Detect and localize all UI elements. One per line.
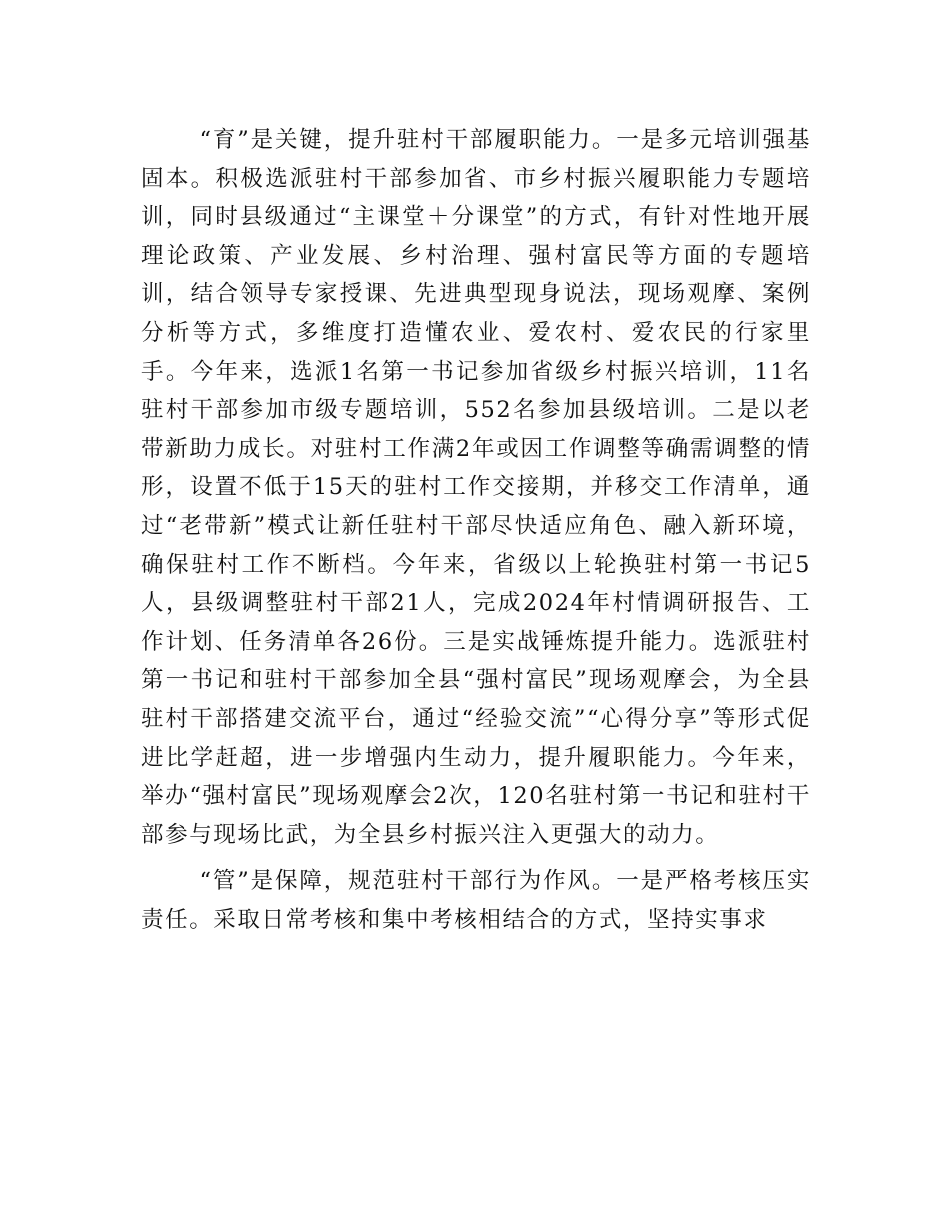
paragraph-manage: “管”是保障，规范驻村干部行为作风。一是严格考核压实责任。采取日常考核和集中考核相结合的方式，坚持实事求 (141, 868, 811, 933)
document-body (141, 121, 811, 939)
paragraph-cultivate: “育”是关键，提升驻村干部履职能力。一是多元培训强基固本。积极选派驻村干部参加省、市乡村振兴履职能力专题培训，同时县级通过“主课堂＋分课堂”的方式，有针对性地开展理论政策、产业发展、乡村治理、强村富民等方面的专题培训，结合领导专家授课、先进典型现身说法，现场观摩、案例分析等方式，多维度打造懂农业、爱农村、爱农民的行家里手。今年来，选派1名第一书记参加省级乡村振兴培训，11名驻村干部参加市级专题培训，552名参加县级培训。二是以老带新助力成长。对驻村工作满2年或因工作调整等确需调整的情形，设置不低于15天的驻村工作交接期，并移交工作清单，通过“老带新”模式让新任驻村干部尽快适应角色、融入新环境，确保驻村工作不断档。今年来，省级以上轮换驻村第一书记5人，县级调整驻村干部21人，完成2024年村情调研报告、工作计划、任务清单各26份。三是实战锤炼提升能力。选派驻村第一书记和驻村干部参加全县“强村富民”现场观摩会，为全县驻村干部搭建交流平台，通过“经验交流”“心得分享”等形式促进比学赶超，进一步增强内生动力，提升履职能力。今年来，举办“强村富民”现场观摩会2次，120名驻村第一书记和驻村干部参与现场比武，为全县乡村振兴注入更强大的动力。 (141, 127, 811, 848)
